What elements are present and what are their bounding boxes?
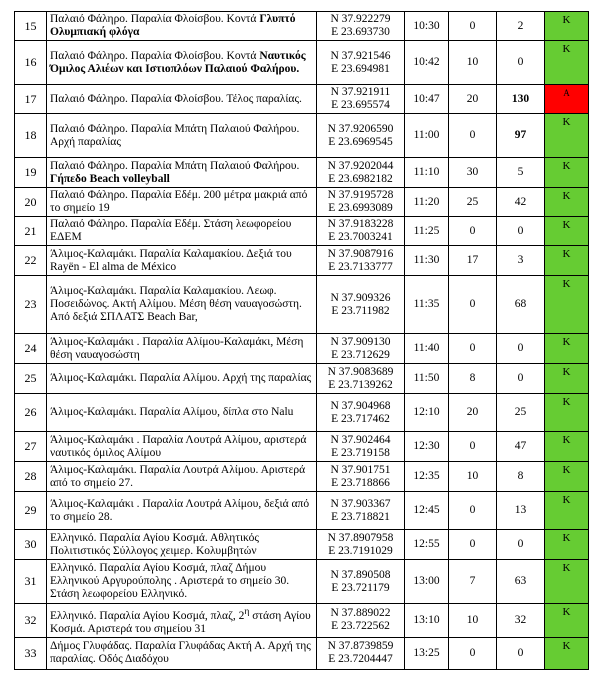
quality-grade: K — [545, 560, 589, 604]
gps-coordinates — [317, 188, 405, 217]
quality-grade: K — [545, 364, 589, 394]
sample-time: 10:30 — [405, 12, 449, 41]
latitude: N 37.8739859 — [327, 640, 394, 653]
table-row — [15, 394, 589, 432]
location-description — [47, 560, 317, 604]
location-description — [47, 85, 317, 114]
sample-time: 11:30 — [405, 246, 449, 276]
table-row — [15, 276, 589, 334]
table-row — [15, 492, 589, 530]
latitude: N 37.904968 — [330, 399, 391, 412]
measurement-b: 0 — [497, 637, 545, 669]
table-row — [15, 188, 589, 217]
location-description — [47, 246, 317, 276]
measurement-a: 0 — [449, 217, 497, 246]
measurement-b: 13 — [497, 492, 545, 530]
table-row — [15, 637, 589, 669]
table-row — [15, 364, 589, 394]
measurement-a: 0 — [449, 432, 497, 462]
location-description — [47, 364, 317, 394]
latitude: N 37.909326 — [330, 291, 391, 304]
gps-coordinates — [317, 432, 405, 462]
gps-coordinates — [317, 246, 405, 276]
table-row — [15, 217, 589, 246]
sample-time: 13:00 — [405, 560, 449, 604]
sample-time: 12:10 — [405, 394, 449, 432]
table-row — [15, 604, 589, 638]
measurement-b: 2 — [497, 12, 545, 41]
row-number: 29 — [15, 492, 47, 530]
description-text: Παλαιό Φάληρο. Παραλία Φλοίσβου. Τέλος παραλίας. — [50, 92, 302, 105]
longitude: E 23.722562 — [331, 620, 390, 633]
description-text: Ναυτικός Όμιλος Αλιέων και Ιστιοπλόων Παλαιού Φαλήρου. — [50, 49, 306, 75]
description-text: Άλιμος-Καλαμάκι . Παραλία Λουτρά Αλίμου, αριστερά ναυτικός όμιλος Αλίμου — [50, 433, 307, 459]
location-description — [47, 158, 317, 188]
longitude: E 23.7204447 — [328, 653, 393, 666]
measurement-b: 68 — [497, 276, 545, 334]
gps-coordinates — [317, 114, 405, 158]
row-number: 30 — [15, 530, 47, 560]
table-row — [15, 432, 589, 462]
latitude: N 37.889022 — [330, 607, 391, 620]
row-number: 24 — [15, 334, 47, 364]
sample-time: 12:30 — [405, 432, 449, 462]
table-row — [15, 560, 589, 604]
description-text: η — [244, 606, 250, 617]
table-row — [15, 158, 589, 188]
gps-coordinates — [317, 462, 405, 492]
sample-time: 12:55 — [405, 530, 449, 560]
table-row — [15, 85, 589, 114]
description-text: Άλιμος-Καλαμάκι. Παραλία Λουτρά Αλίμου. Αριστερά από το σημείο 27. — [50, 463, 306, 489]
location-description — [47, 604, 317, 638]
longitude: E 23.7191029 — [328, 544, 393, 557]
document-page — [14, 11, 589, 670]
sample-time: 11:10 — [405, 158, 449, 188]
quality-grade: K — [545, 114, 589, 158]
table-row — [15, 530, 589, 560]
longitude: E 23.718866 — [331, 476, 390, 489]
location-description — [47, 114, 317, 158]
latitude: N 37.901751 — [330, 463, 391, 476]
longitude: E 23.7133777 — [328, 260, 393, 273]
longitude: E 23.6969545 — [328, 135, 393, 148]
row-number: 19 — [15, 158, 47, 188]
description-text: Γήπεδο Beach volleyball — [50, 172, 170, 185]
longitude: E 23.693730 — [331, 26, 390, 38]
sample-time: 13:10 — [405, 604, 449, 638]
quality-grade: K — [545, 41, 589, 85]
quality-grade: K — [545, 276, 589, 334]
description-text: Άλιμος-Καλαμάκι. Παραλία Αλίμου, δίπλα στο Nalu — [50, 406, 294, 418]
location-description — [47, 41, 317, 85]
description-text: Άλιμος-Καλαμάκι . Παραλία Λουτρά Αλίμου, δεξιά από το σημείο 28. — [50, 497, 310, 523]
measurement-b: 0 — [497, 334, 545, 364]
latitude: N 37.902464 — [330, 433, 391, 446]
measurement-b: 8 — [497, 462, 545, 492]
measurement-a: 0 — [449, 276, 497, 334]
measurement-a: 10 — [449, 41, 497, 85]
row-number: 33 — [15, 637, 47, 669]
location-description — [47, 12, 317, 41]
measurement-a: 0 — [449, 334, 497, 364]
measurement-a: 0 — [449, 492, 497, 530]
quality-grade: K — [545, 492, 589, 530]
latitude: N 37.9183228 — [327, 218, 394, 230]
description-text: Ελληνικό. Παραλία Αγίου Κοσμά, πλαζ, 2 — [50, 609, 245, 622]
row-number: 21 — [15, 217, 47, 246]
measurement-a: 10 — [449, 462, 497, 492]
row-number: 25 — [15, 364, 47, 394]
sample-time: 11:50 — [405, 364, 449, 394]
measurement-b: 0 — [497, 364, 545, 394]
quality-grade: K — [545, 12, 589, 41]
quality-grade: K — [545, 246, 589, 276]
description-text: Δήμος Γλυφάδας. Παραλία Γλυφάδας Ακτή Α. Αρχή της παραλίας. Οδός Διαδόχου — [50, 640, 311, 666]
row-number: 15 — [15, 12, 47, 41]
quality-grade: K — [545, 637, 589, 669]
latitude: N 37.8907958 — [327, 531, 394, 544]
measurement-a: 7 — [449, 560, 497, 604]
measurement-b: 32 — [497, 604, 545, 638]
measurement-b: 5 — [497, 158, 545, 188]
quality-grade: K — [545, 462, 589, 492]
latitude: N 37.921911 — [330, 86, 391, 98]
sample-time: 11:25 — [405, 217, 449, 246]
measurement-b: 63 — [497, 560, 545, 604]
quality-grade: A — [545, 85, 589, 114]
gps-coordinates — [317, 334, 405, 364]
location-description — [47, 394, 317, 432]
latitude: N 37.903367 — [330, 497, 391, 510]
location-description — [47, 637, 317, 669]
longitude: E 23.719158 — [331, 446, 390, 459]
measurement-b: 42 — [497, 188, 545, 217]
gps-coordinates — [317, 364, 405, 394]
gps-coordinates — [317, 158, 405, 188]
row-number: 20 — [15, 188, 47, 217]
quality-grade: K — [545, 604, 589, 638]
gps-coordinates — [317, 530, 405, 560]
location-description — [47, 462, 317, 492]
sample-time: 10:47 — [405, 85, 449, 114]
sample-time: 11:00 — [405, 114, 449, 158]
location-description — [47, 530, 317, 560]
longitude: E 23.7139262 — [328, 378, 393, 391]
quality-grade: K — [545, 334, 589, 364]
latitude: N 37.890508 — [330, 568, 391, 581]
quality-grade: K — [545, 432, 589, 462]
row-number: 28 — [15, 462, 47, 492]
measurement-b: 47 — [497, 432, 545, 462]
row-number: 18 — [15, 114, 47, 158]
measurement-b: 97 — [497, 114, 545, 158]
gps-coordinates — [317, 276, 405, 334]
latitude: N 37.9083689 — [327, 365, 394, 378]
sample-time: 12:45 — [405, 492, 449, 530]
quality-grade: K — [545, 217, 589, 246]
sample-time: 12:35 — [405, 462, 449, 492]
row-number: 26 — [15, 394, 47, 432]
quality-grade: K — [545, 530, 589, 560]
description-text: Παλαιό Φάληρο. Παραλία Εδέμ. Στάση λεωφορείου ΕΔΕΜ — [50, 218, 292, 243]
gps-coordinates — [317, 394, 405, 432]
measurement-b: 130 — [497, 85, 545, 114]
location-description — [47, 432, 317, 462]
measurement-a: 20 — [449, 85, 497, 114]
table-row — [15, 462, 589, 492]
description-text: στάση Αγίου Κοσμά. Αριστερά του σημείου 31 — [50, 609, 311, 635]
row-number: 16 — [15, 41, 47, 85]
sampling-table — [14, 11, 589, 670]
longitude: E 23.6982182 — [328, 172, 393, 185]
gps-coordinates — [317, 12, 405, 41]
measurement-b: 0 — [497, 217, 545, 246]
description-text: Άλιμος-Καλαμάκι . Παραλία Αλίμου-Καλαμάκι, Μέση θέση ναυαγοσώστη — [50, 335, 304, 361]
measurement-a: 30 — [449, 158, 497, 188]
latitude: N 37.909130 — [330, 335, 391, 348]
longitude: E 23.695574 — [331, 99, 390, 111]
row-number: 23 — [15, 276, 47, 334]
description-text: Άλιμος-Καλαμάκι. Παραλία Καλαμακίου. Λεωφ. Ποσειδώνος. Ακτή Αλίμου. Μέση θέση ναυαγοσώστη. Από δεξιά ΣΠΛΑΤΣ Beach Bar, — [50, 285, 302, 323]
description-text: Παλαιό Φάληρο. Παραλία Μπάτη Παλαιού Φαλήρου. Αρχή παραλίας — [50, 122, 300, 148]
row-number: 22 — [15, 246, 47, 276]
sample-time: 10:42 — [405, 41, 449, 85]
gps-coordinates — [317, 492, 405, 530]
longitude: E 23.711982 — [331, 304, 390, 317]
sample-time: 11:35 — [405, 276, 449, 334]
measurement-a: 10 — [449, 604, 497, 638]
measurement-b: 25 — [497, 394, 545, 432]
longitude: E 23.7003241 — [328, 231, 393, 243]
table-row — [15, 334, 589, 364]
longitude: E 23.721179 — [331, 581, 390, 594]
description-text: Παλαιό Φάληρο. Παραλία Εδέμ. 200 μέτρα μακριά από το σημείο 19 — [50, 189, 308, 214]
latitude: N 37.9087916 — [327, 247, 394, 260]
measurement-b: 0 — [497, 41, 545, 85]
measurement-b: 3 — [497, 246, 545, 276]
measurement-a: 25 — [449, 188, 497, 217]
measurement-a: 0 — [449, 114, 497, 158]
longitude: E 23.694981 — [331, 62, 390, 75]
gps-coordinates — [317, 637, 405, 669]
description-text: Ελληνικό. Παραλία Αγίου Κοσμά. Αθλητικός Πολιτιστικός Σύλλογος χειμερ. Κολυμβητών — [50, 531, 259, 557]
description-text: Παλαιό Φάληρο. Παραλία Μπάτη Παλαιού Φαλήρου. — [50, 159, 300, 172]
longitude: E 23.718821 — [331, 510, 390, 523]
measurement-b: 0 — [497, 530, 545, 560]
description-text: Γλυπτό Ολυμπιακή φλόγα — [50, 13, 296, 38]
sample-time: 13:25 — [405, 637, 449, 669]
quality-grade: K — [545, 188, 589, 217]
measurement-a: 0 — [449, 12, 497, 41]
table-row — [15, 246, 589, 276]
quality-grade: K — [545, 394, 589, 432]
measurement-a: 0 — [449, 530, 497, 560]
gps-coordinates — [317, 217, 405, 246]
latitude: N 37.922279 — [330, 13, 391, 25]
gps-coordinates — [317, 560, 405, 604]
sample-time: 11:40 — [405, 334, 449, 364]
row-number: 17 — [15, 85, 47, 114]
gps-coordinates — [317, 41, 405, 85]
location-description — [47, 492, 317, 530]
row-number: 32 — [15, 604, 47, 638]
description-text: Άλιμος-Καλαμάκι. Παραλία Καλαμακίου. Δεξιά του Rayën - El alma de México — [50, 247, 292, 273]
latitude: N 37.9206590 — [327, 122, 394, 135]
longitude: E 23.6993089 — [328, 202, 393, 214]
gps-coordinates — [317, 85, 405, 114]
location-description — [47, 188, 317, 217]
measurement-a: 17 — [449, 246, 497, 276]
table-row — [15, 12, 589, 41]
table-row — [15, 41, 589, 85]
longitude: E 23.717462 — [331, 412, 390, 425]
location-description — [47, 217, 317, 246]
row-number: 31 — [15, 560, 47, 604]
measurement-a: 20 — [449, 394, 497, 432]
latitude: N 37.9195728 — [327, 189, 394, 201]
gps-coordinates — [317, 604, 405, 638]
location-description — [47, 334, 317, 364]
description-text: Παλαιό Φάληρο. Παραλία Φλοίσβου. Κοντά — [50, 13, 260, 25]
measurement-a: 0 — [449, 637, 497, 669]
latitude: N 37.921546 — [330, 49, 391, 62]
description-text: Ελληνικό. Παραλία Αγίου Κοσμά, πλαζ Δήμου Ελληνικού Αργυρούπολης . Αριστερά το σημείο 30. Στάση λεωφορείου Ελληνικό. — [50, 562, 290, 600]
latitude: N 37.9202044 — [327, 159, 394, 172]
location-description — [47, 276, 317, 334]
sample-time: 11:20 — [405, 188, 449, 217]
measurement-a: 8 — [449, 364, 497, 394]
description-text: Παλαιό Φάληρο. Παραλία Φλοίσβου. Κοντά — [50, 49, 260, 62]
quality-grade: K — [545, 158, 589, 188]
description-text: Άλιμος-Καλαμάκι. Παραλία Αλίμου. Αρχή της παραλίας — [50, 372, 312, 384]
longitude: E 23.712629 — [331, 348, 390, 361]
row-number: 27 — [15, 432, 47, 462]
table-row — [15, 114, 589, 158]
